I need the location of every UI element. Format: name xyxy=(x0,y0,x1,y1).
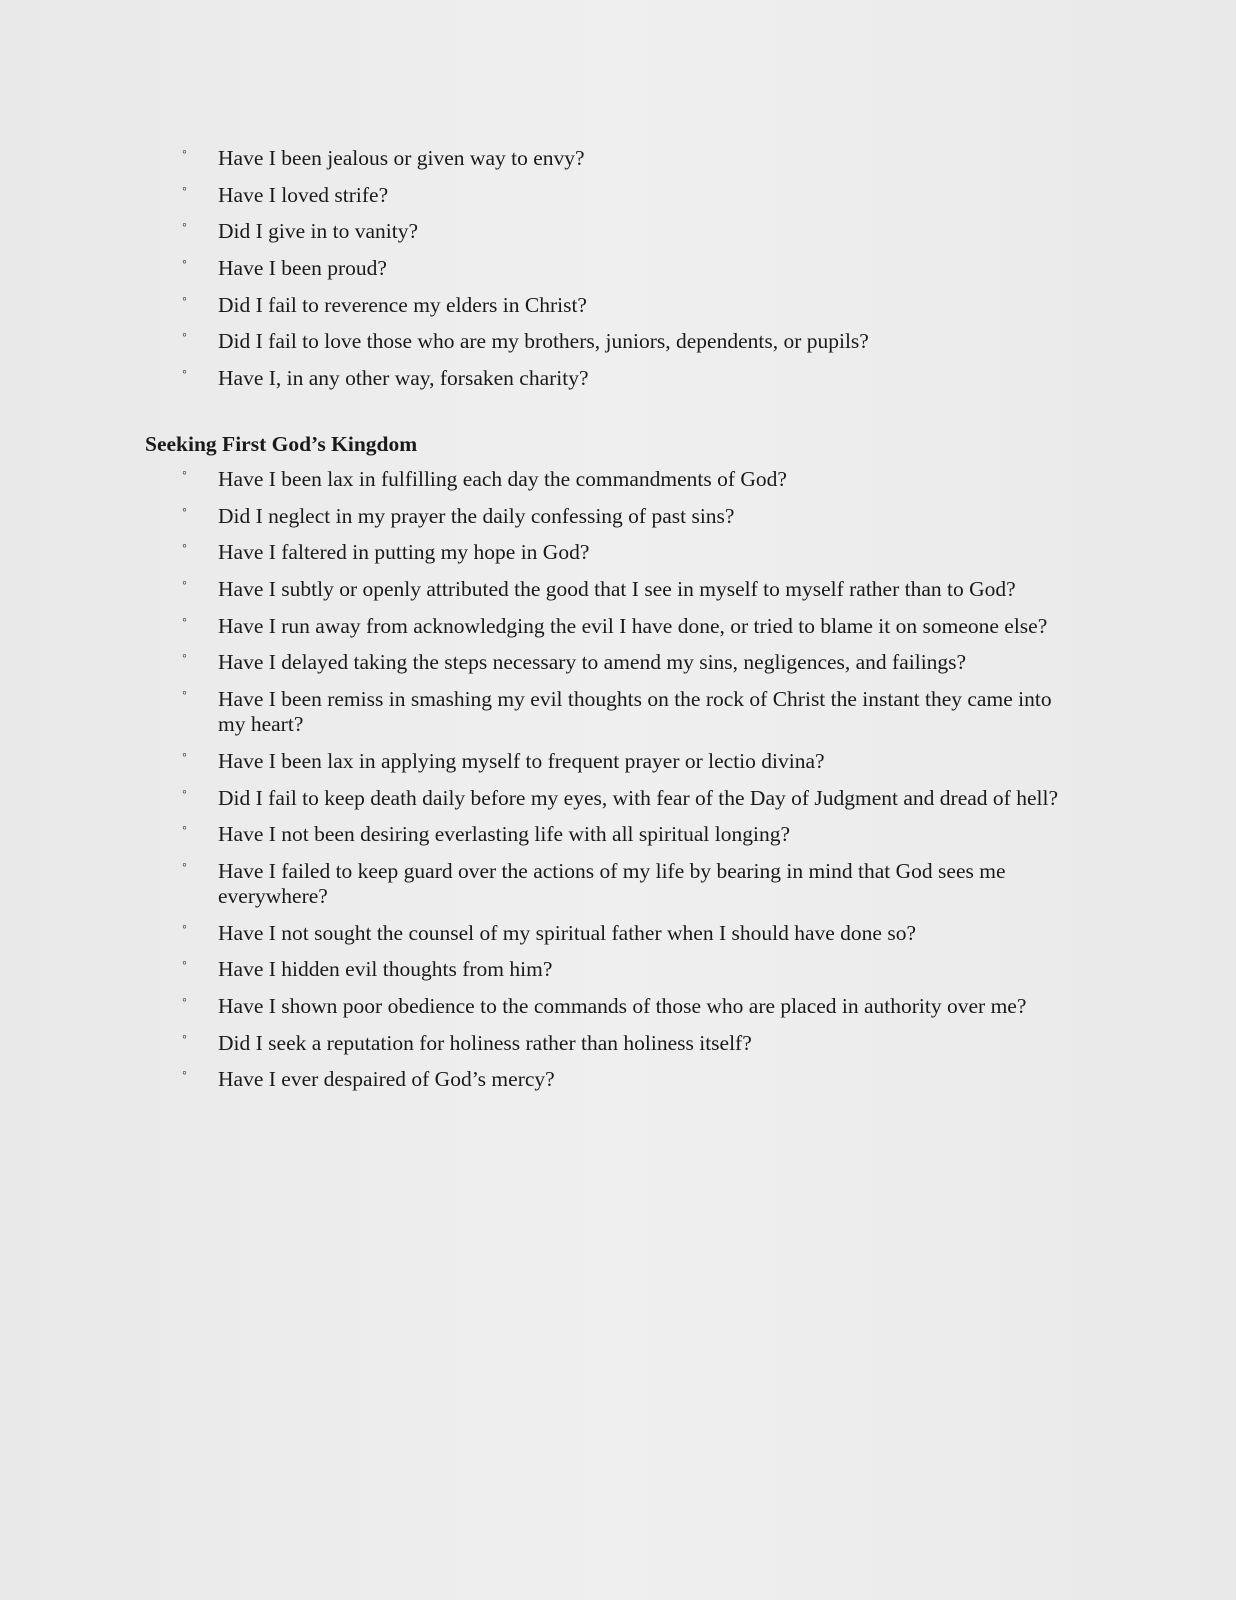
list-item-text: Have I failed to keep guard over the actions of my life by bearing in mind that God sees me everywhere? xyxy=(218,858,1006,908)
section-heading: Seeking First God’s Kingdom xyxy=(145,432,418,456)
list-item-text: Have I, in any other way, forsaken charity? xyxy=(218,366,589,391)
list-item-text: Did I neglect in my prayer the daily confessing of past sins? xyxy=(218,503,735,528)
list-item xyxy=(0,146,1078,171)
list-item xyxy=(0,1031,1078,1056)
list-item-text: Have I been remiss in smashing my evil thoughts on the rock of Christ the instant they came into my heart? xyxy=(218,687,1052,737)
list-item xyxy=(0,467,1078,492)
list-item xyxy=(0,650,1078,675)
bullet-icon: ◦ xyxy=(182,1066,187,1082)
list-item xyxy=(0,329,1078,354)
list-item xyxy=(0,1067,1078,1092)
list-item xyxy=(0,614,1078,639)
examination-list-charity xyxy=(0,146,1078,403)
bullet-icon: ◦ xyxy=(182,747,187,763)
examination-list-gods-kingdom xyxy=(0,467,1078,1104)
list-item xyxy=(0,994,1078,1019)
list-item xyxy=(0,293,1078,318)
list-item xyxy=(0,687,1078,737)
list-item-text: Have I been jealous or given way to envy? xyxy=(218,146,585,170)
bullet-icon: ◦ xyxy=(182,466,187,481)
list-item-text: Have I shown poor obedience to the commands of those who are placed in authority over me? xyxy=(218,993,1027,1018)
list-item-text: Have I run away from acknowledging the evil I have done, or tried to blame it on someone else? xyxy=(218,613,1048,638)
bullet-icon: ◦ xyxy=(182,992,187,1008)
list-item-text: Have I been lax in fulfilling each day the commandments of God? xyxy=(218,467,787,491)
list-item-text: Did I fail to love those who are my brothers, juniors, dependents, or pupils? xyxy=(218,329,869,354)
list-item-text: Have I ever despaired of God’s mercy? xyxy=(218,1067,555,1092)
list-item xyxy=(0,504,1078,529)
bullet-icon: ◦ xyxy=(182,365,187,381)
bullet-icon: ◦ xyxy=(182,218,187,234)
list-item xyxy=(0,859,1078,909)
list-item xyxy=(0,749,1078,774)
bullet-icon: ◦ xyxy=(182,821,187,837)
list-item xyxy=(0,366,1078,391)
list-item-text: Have I delayed taking the steps necessary to amend my sins, negligences, and failings? xyxy=(218,650,967,675)
bullet-icon: ◦ xyxy=(182,145,187,160)
bullet-icon: ◦ xyxy=(182,255,187,271)
bullet-icon: ◦ xyxy=(182,181,187,197)
bullet-icon: ◦ xyxy=(182,857,187,873)
list-item xyxy=(0,219,1078,244)
bullet-icon: ◦ xyxy=(182,1029,187,1045)
list-item-text: Did I fail to keep death daily before my eyes, with fear of the Day of Judgment and dread of hell? xyxy=(218,785,1058,810)
list-item-text: Have I loved strife? xyxy=(218,182,389,207)
bullet-icon: ◦ xyxy=(182,612,187,628)
list-item-text: Have I subtly or openly attributed the good that I see in myself to myself rather than to God? xyxy=(218,577,1016,602)
list-item-text: Did I seek a reputation for holiness rather than holiness itself? xyxy=(218,1030,752,1055)
list-item-text: Have I been proud? xyxy=(218,256,387,281)
bullet-icon: ◦ xyxy=(182,576,187,592)
list-item xyxy=(0,786,1078,811)
list-item-text: Have I not been desiring everlasting life with all spiritual longing? xyxy=(218,822,790,847)
list-item xyxy=(0,957,1078,982)
bullet-icon: ◦ xyxy=(182,539,187,555)
list-item xyxy=(0,540,1078,565)
bullet-icon: ◦ xyxy=(182,328,187,344)
list-item-text: Have I hidden evil thoughts from him? xyxy=(218,957,553,982)
list-item xyxy=(0,921,1078,946)
bullet-icon: ◦ xyxy=(182,686,187,702)
bullet-icon: ◦ xyxy=(182,919,187,935)
bullet-icon: ◦ xyxy=(182,784,187,800)
list-item-text: Did I fail to reverence my elders in Christ? xyxy=(218,292,587,317)
list-item xyxy=(0,183,1078,208)
list-item-text: Did I give in to vanity? xyxy=(218,219,419,244)
bullet-icon: ◦ xyxy=(182,502,187,518)
list-item-text: Have I not sought the counsel of my spiritual father when I should have done so? xyxy=(218,920,916,945)
list-item-text: Have I faltered in putting my hope in God? xyxy=(218,540,590,565)
list-item-text: Have I been lax in applying myself to frequent prayer or lectio divina? xyxy=(218,748,825,773)
list-item xyxy=(0,256,1078,281)
bullet-icon: ◦ xyxy=(182,291,187,307)
list-item xyxy=(0,577,1078,602)
list-item xyxy=(0,822,1078,847)
bullet-icon: ◦ xyxy=(182,649,187,665)
bullet-icon: ◦ xyxy=(182,956,187,972)
